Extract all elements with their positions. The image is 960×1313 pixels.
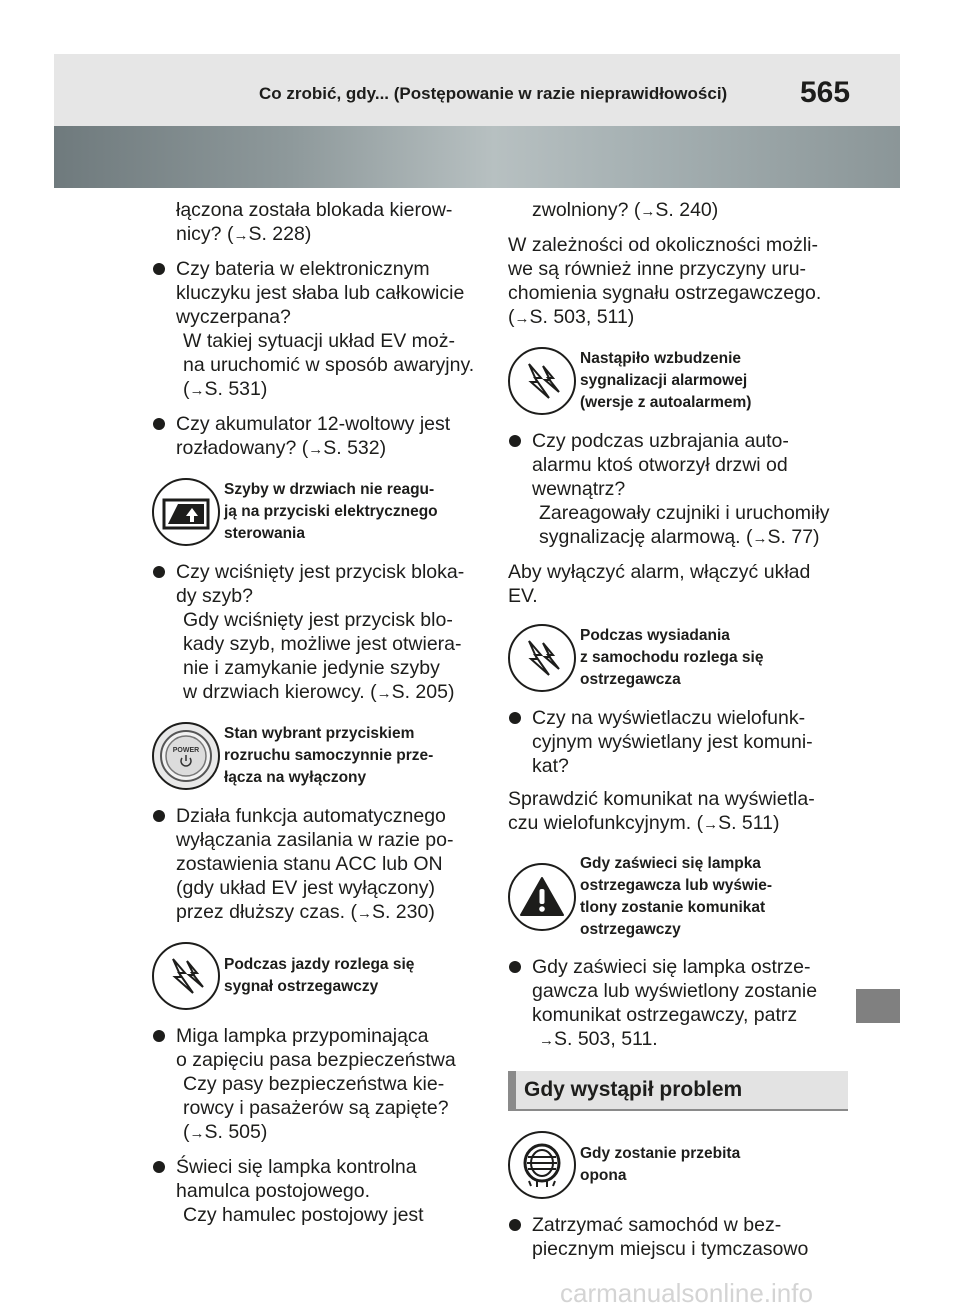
list-item: Czy akumulator 12-woltowy jest rozładowany? (→S. 532): [152, 412, 482, 462]
list-item: Czy podczas uzbrajania auto- alarmu ktoś otworzył drzwi od wewnątrz? Zareagowały czujniki i uruchomiły sygnalizację alarmową. (→S. 77): [508, 429, 848, 551]
chapter-title: Co zrobić, gdy... (Postępowanie w razie nieprawidłowości): [259, 84, 728, 103]
power-button-icon: [152, 722, 220, 790]
list-item: Miga lampka przypominająca o zapięciu pasa bezpieczeństwa Czy pasy bezpieczeństwa kie- rowcy i pasażerów są zapięte? (→S. 505): [152, 1024, 482, 1146]
warning-box: POWER Stan wybrant przyciskiem rozruchu samoczynnie prze- łącza na wyłączony: [152, 722, 482, 790]
arrow-icon: →: [233, 227, 249, 244]
left-column: [152, 198, 482, 1236]
warning-box: Gdy zostanie przebita opona: [508, 1131, 848, 1199]
arrow-icon: →: [308, 441, 324, 458]
arrow-icon: →: [640, 203, 656, 220]
list-item: Zatrzymać samochód w bez- piecznym miejscu i tymczasowo: [508, 1213, 848, 1261]
paragraph: Aby wyłączyć alarm, włączyć układ EV.: [508, 561, 811, 607]
arrow-icon: →: [539, 1032, 554, 1049]
alarm-sound-icon: [508, 347, 576, 415]
arrow-icon: →: [514, 310, 530, 327]
warning-box: Gdy zaświeci się lampka ostrzegawcza lub wyświe- tlony zostanie komunikat ostrzegawczy: [508, 853, 848, 941]
paragraph: zwolniony? (→S. 240): [532, 199, 719, 221]
list-item: Czy wciśnięty jest przycisk bloka- dy szyb? Gdy wciśnięty jest przycisk blo- kady szyb, możliwe jest otwiera- nie i zamykanie jedynie szyby w drzwiach kierowcy. (→S. 205): [152, 560, 482, 706]
list-item: Czy bateria w elektronicznym kluczyku jest słaba lub całkowicie wyczerpana? W takiej sytuacji układ EV moż- na uruchomić w sposób awaryjny. (→S. 531): [152, 257, 482, 403]
arrow-icon: →: [189, 1125, 205, 1142]
flat-tire-icon: [508, 1131, 576, 1199]
paragraph: łączona została blokada kierow- nicy? (→S. 228): [176, 199, 453, 245]
arrow-icon: →: [703, 816, 719, 833]
power-window-icon: [152, 478, 220, 546]
chapter-side-tab: [856, 989, 900, 1023]
alarm-sound-icon: [508, 624, 576, 692]
arrow-icon: →: [376, 685, 392, 702]
warning-box: Podczas jazdy rozlega się sygnał ostrzegawczy: [152, 942, 482, 1010]
footer-watermark: carmanualsonline.info: [560, 1278, 813, 1308]
warning-box: Szyby w drzwiach nie reagu- ją na przyciski elektrycznego sterowania: [152, 478, 482, 546]
alarm-sound-icon: [152, 942, 220, 1010]
section-heading: Gdy wystąpił problem: [508, 1071, 848, 1111]
list-item: Świeci się lampka kontrolna hamulca postojowego. Czy hamulec postojowy jest: [152, 1155, 482, 1227]
warning-triangle-icon: [508, 863, 576, 931]
paragraph: Sprawdzić komunikat na wyświetla- czu wielofunkcyjnym. (→S. 511): [508, 788, 815, 834]
warning-box: Podczas wysiadania z samochodu rozlega się ostrzegawcza: [508, 624, 848, 692]
paragraph: W zależności od okoliczności możli- we są również inne przyczyny uru- chomienia sygnału ostrzegawczego. (→S. 503, 511): [508, 234, 822, 328]
svg-text:POWER: POWER: [172, 747, 200, 754]
arrow-icon: →: [356, 905, 372, 922]
list-item: Czy na wyświetlaczu wielofunk- cyjnym wyświetlany jest komuni- kat?: [508, 706, 848, 778]
list-item: Działa funkcja automatycznego wyłączania zasilania w razie po- zostawienia stanu ACC lub ON (gdy układ EV jest wyłączony) przez dłuższy czas. (→S. 230): [152, 804, 482, 926]
right-column: [508, 198, 848, 1270]
header-banner: [54, 126, 900, 188]
arrow-icon: →: [752, 530, 768, 547]
page-number: 565: [800, 76, 851, 109]
list-item: Gdy zaświeci się lampka ostrze- gawcza lub wyświetlony zostanie komunikat ostrzegawczy, patrz →S. 503, 511.: [508, 955, 848, 1053]
arrow-icon: →: [189, 382, 205, 399]
warning-box: Nastąpiło wzbudzenie sygnalizacji alarmowej (wersje z autoalarmem): [508, 347, 848, 415]
